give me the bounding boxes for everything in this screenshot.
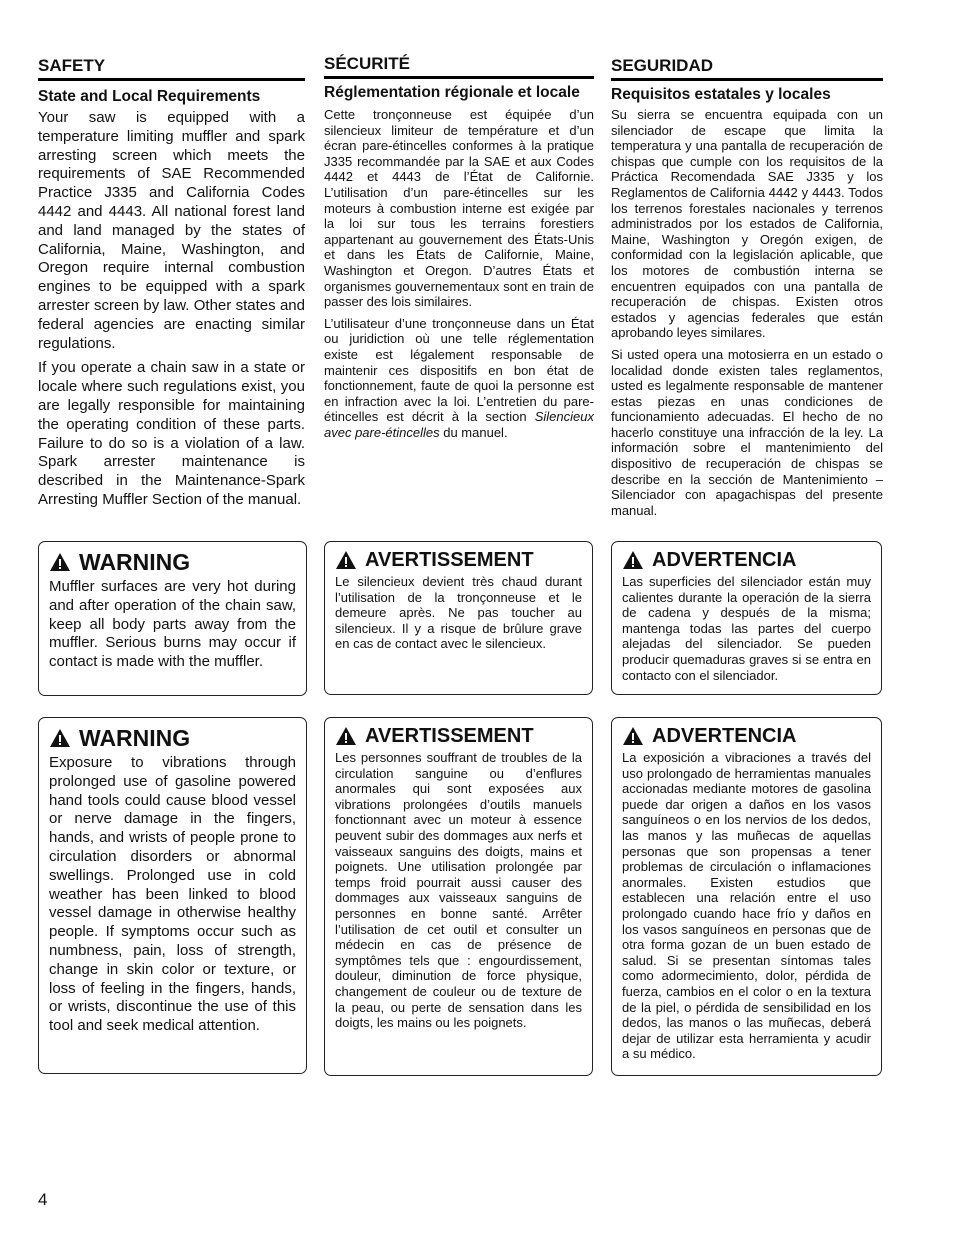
- warning-triangle-icon: [335, 726, 357, 746]
- seguridad-paragraph-2: Si usted opera una motosierra en un estado o localidad donde existen tales reglamentos, usted es legalmente responsable de mantener estas piezas en unas condiciones de funcionamiento adecuadas. El hecho de no hacerlo constituye una infracción de la ley. La información sobre el mantenimiento del dispositivo de recuperación de chispas se describe en la sección de Mantenimiento – Silenciador con apagachispas del presente manual.: [611, 346, 883, 518]
- warning-text: Les personnes souffrant de troubles de la circulation sanguine ou d’enflures anormales qui sont exposées aux vibrations prolongées d’outils manuels fonctionnant avec un moteur à essence peuvent subir des dommages aux nerfs et vaisseaux sanguins des doigts, mains et poignets. Une utilisation prolongée par temps froid pourrait aussi causer des dommages aux vaisseaux sanguins de personnes en bonne santé. Arrêter l’utilisation de cet outil et consulter un médecin en cas de présence de symptômes tels que : engourdissement, douleur, diminution de force physique, changement de couleur ou de texture de la peau, ou perte de sensation dans les doigts, les mains ou les poignets.: [335, 750, 582, 1031]
- seguridad-heading: SEGURIDAD: [611, 56, 883, 81]
- warning-box-muffler-es: [611, 541, 882, 695]
- warning-text: Le silencieux devient très chaud durant l’utilisation de la tronçonneuse et le demeure après. Ne pas toucher au silencieux. Il y a risque de brûlure grave en cas de contact avec le silencieux.: [335, 574, 582, 652]
- seguridad-column: [611, 56, 883, 524]
- safety-column: [38, 56, 305, 516]
- securite-heading: SÉCURITÉ: [324, 54, 594, 79]
- securite-paragraph-2-end: du manuel.: [439, 424, 508, 440]
- warning-box-vibration-en: [38, 717, 307, 1074]
- warning-triangle-icon: [622, 726, 644, 746]
- warning-title: AVERTISSEMENT: [365, 549, 534, 571]
- warning-text: La exposición a vibraciones a través del uso prolongado de herramientas manuales accionadas mediante motores de gasolina puede dar origen a daños en los vasos sanguíneos o en los nervios de los dedos, las manos y las muñecas de aquellas personas que son propensas a tener problemas de circulación o inflamaciones anormales. Existen estudios que establecen una relación entre el uso prolongado cuando hace frío y daños en los vasos sanguíneos en personas que de otra forma gozan de un buen estado de salud. Si se presentan síntomas tales como adormecimiento, dolor, pérdida de fuerza, cambios en el color o en la textura de la piel, o pérdida de sensibilidad en los dedos, las manos o las muñecas, deberá dejar de utilizar esta herramienta y acudir a su médico.: [622, 750, 871, 1062]
- warning-title: WARNING: [79, 725, 191, 751]
- warning-title: AVERTISSEMENT: [365, 725, 534, 747]
- warning-text: Exposure to vibrations through prolonged use of gasoline powered hand tools could cause blood vessel or nerve damage in the fingers, hands, and wrists of people prone to circulation disorders or abnormal swellings. Prolonged use in cold weather has been linked to blood vessel damage in otherwise healthy people. If symptoms occur such as numbness, pain, loss of strength, change in skin color or texture, or loss of feeling in the fingers, hands, or wrists, discontinue the use of this tool and seek medical attention.: [49, 754, 296, 1035]
- warning-title: ADVERTENCIA: [652, 725, 797, 747]
- seguridad-subheading: Requisitos estatales y locales: [611, 86, 831, 103]
- seguridad-paragraph-1: Su sierra se encuentra equipada con un silenciador de escape que limita la temperatura y una pantalla de recuperación de chispas que cumple con los requisitos de la Práctica Recomendada SAE J335 y los Reglamentos de California 4442 y 4443. Todos los terrenos forestales nacionales y terrenos administrados por los estados de California, Maine, Washington y Oregón exigen, de conformidad con la legislación aplicable, que los motores de combustión interna se encuentren equipados con una pantalla de recuperación de chispas. Existen otros estados y agencias federales que están aprobando leyes similares.: [611, 107, 883, 341]
- securite-paragraph-2-start: L’utilisateur d’une tronçonneuse dans un État ou juridiction où une telle réglementation existe est légalement responsable de maintenir ces dispositifs en bon état de fonctionnement, faute de quoi la personne est en infraction avec la loi. L’entretien du pare-étincelles est décrit à la section: [324, 315, 594, 425]
- warning-title: ADVERTENCIA: [652, 549, 797, 571]
- safety-heading: SAFETY: [38, 56, 305, 81]
- warning-triangle-icon: [49, 552, 71, 572]
- safety-paragraph-2: If you operate a chain saw in a state or locale where such regulations exist, you are legally responsible for maintaining the operating condition of these parts. Failure to do so is a violation of a law. Spark arrester maintenance is described in the Maintenance-Spark Arresting Muffler Section of the manual.: [38, 359, 305, 508]
- safety-paragraph-1: Your saw is equipped with a temperature limiting muffler and spark arresting screen which meets the requirements of SAE Recommended Practice J335 and California Codes 4442 and 4443. All national forest land and land managed by the states of California, Maine, Washington, and Oregon require internal combustion engines to be equipped with a spark arrester screen by law. Other states and federal agencies are enacting similar regulations.: [38, 109, 305, 352]
- warning-triangle-icon: [335, 550, 357, 570]
- warning-header: [622, 548, 871, 572]
- warning-header: [49, 724, 296, 752]
- warning-header: [49, 548, 296, 576]
- securite-column: [324, 54, 594, 446]
- securite-subheading: Réglementation régionale et locale: [324, 84, 580, 101]
- warning-text: Muffler surfaces are very hot during and after operation of the chain saw, keep all body parts away from the muffler. Serious burns may occur if contact is made with the muffler.: [49, 578, 296, 671]
- warning-header: [335, 724, 582, 748]
- warning-box-vibration-fr: [324, 717, 593, 1076]
- warning-header: [335, 548, 582, 572]
- warning-triangle-icon: [622, 550, 644, 570]
- warning-box-muffler-en: [38, 541, 307, 696]
- safety-subheading: State and Local Requirements: [38, 88, 261, 105]
- warning-header: [622, 724, 871, 748]
- warning-triangle-icon: [49, 728, 71, 748]
- securite-paragraph-2-italic: Silencieux avec pare-étincelles: [324, 409, 594, 440]
- warning-box-vibration-es: [611, 717, 882, 1076]
- page-number: 4: [38, 1190, 48, 1209]
- warning-text: Las superficies del silenciador están muy calientes durante la operación de la sierra de cadena y después de la misma; mantenga todas las partes del cuerpo alejadas del silenciador. Se pueden producir quemaduras graves si se entra en contacto con el silenciador.: [622, 574, 871, 683]
- warning-box-muffler-fr: [324, 541, 593, 695]
- securite-paragraph-2: [324, 316, 594, 441]
- securite-paragraph-1: Cette tronçonneuse est équipée d’un silencieux limiteur de température et d’un écran pare-étincelles conformes à la pratique J335 recommandée par la SAE et aux Codes 4442 et 4443 de l’État de Californie. L’utilisation d’un pare-étincelles sur les moteurs à combustion interne est exigée par la loi sur tous les terrains forestiers appartenant au gouvernement des États-Unis et dans les États de Californie, Maine, Washington et Oregon. D’autres États et organismes gouvernementaux sont en train de passer des lois similaires.: [324, 107, 594, 310]
- warning-title: WARNING: [79, 549, 191, 575]
